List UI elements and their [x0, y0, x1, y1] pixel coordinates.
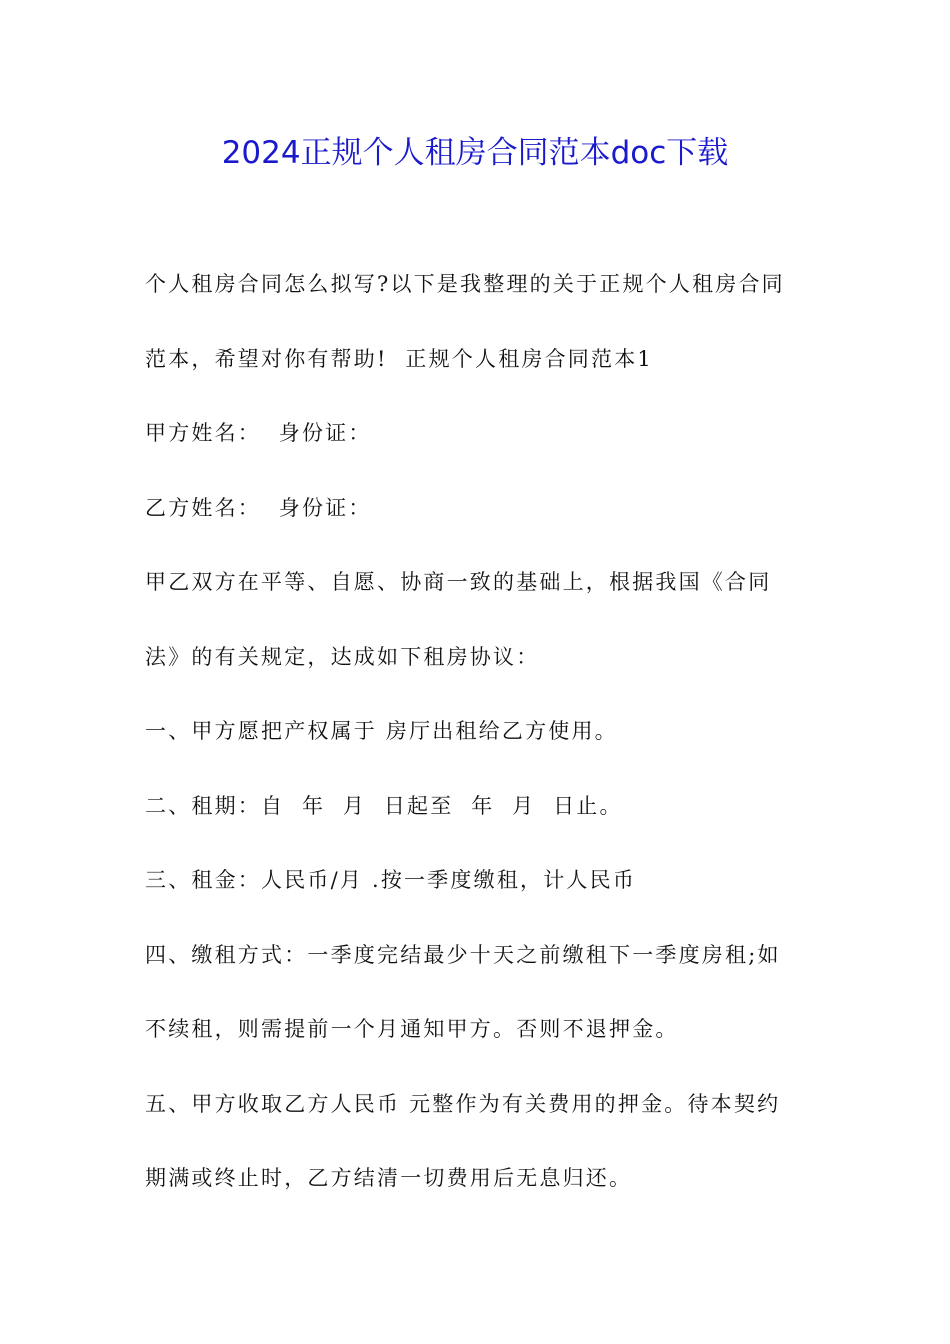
paragraph-line: 范本，希望对你有帮助! 正规个人租房合同范本1 [145, 346, 653, 371]
paragraph-line: 三、租金：人民币/月 .按一季度缴租，计人民币 [145, 868, 637, 892]
document-body [145, 264, 825, 1233]
paragraph-line: 个人租房合同怎么拟写?以下是我整理的关于正规个人租房合同 [145, 272, 785, 296]
paragraph-line: 甲乙双方在平等、自愿、协商一致的基础上，根据我国《合同 [145, 570, 772, 594]
paragraph-line: 五、甲方收取乙方人民币 元整作为有关费用的押金。待本契约 [145, 1091, 781, 1116]
paragraph-line: 四、缴租方式：一季度完结最少十天之前缴租下一季度房租;如 [145, 942, 781, 967]
paragraph-line: 二、租期：自 年 月 日起至 年 月 日止。 [145, 793, 623, 818]
paragraph-line: 乙方姓名： 身份证： [145, 495, 372, 520]
paragraph-line: 一、甲方愿把产权属于 房厅出租给乙方使用。 [145, 719, 618, 743]
paragraph-line: 甲方姓名： 身份证： [145, 421, 372, 445]
paragraph-line: 法》的有关规定，达成如下租房协议： [145, 644, 540, 669]
paragraph-line: 不续租，则需提前一个月通知甲方。否则不退押金。 [145, 1017, 679, 1041]
paragraph-line: 期满或终止时，乙方结清一切费用后无息归还。 [145, 1166, 633, 1190]
document-title: 2024正规个人租房合同范本doc下载 [221, 135, 729, 171]
